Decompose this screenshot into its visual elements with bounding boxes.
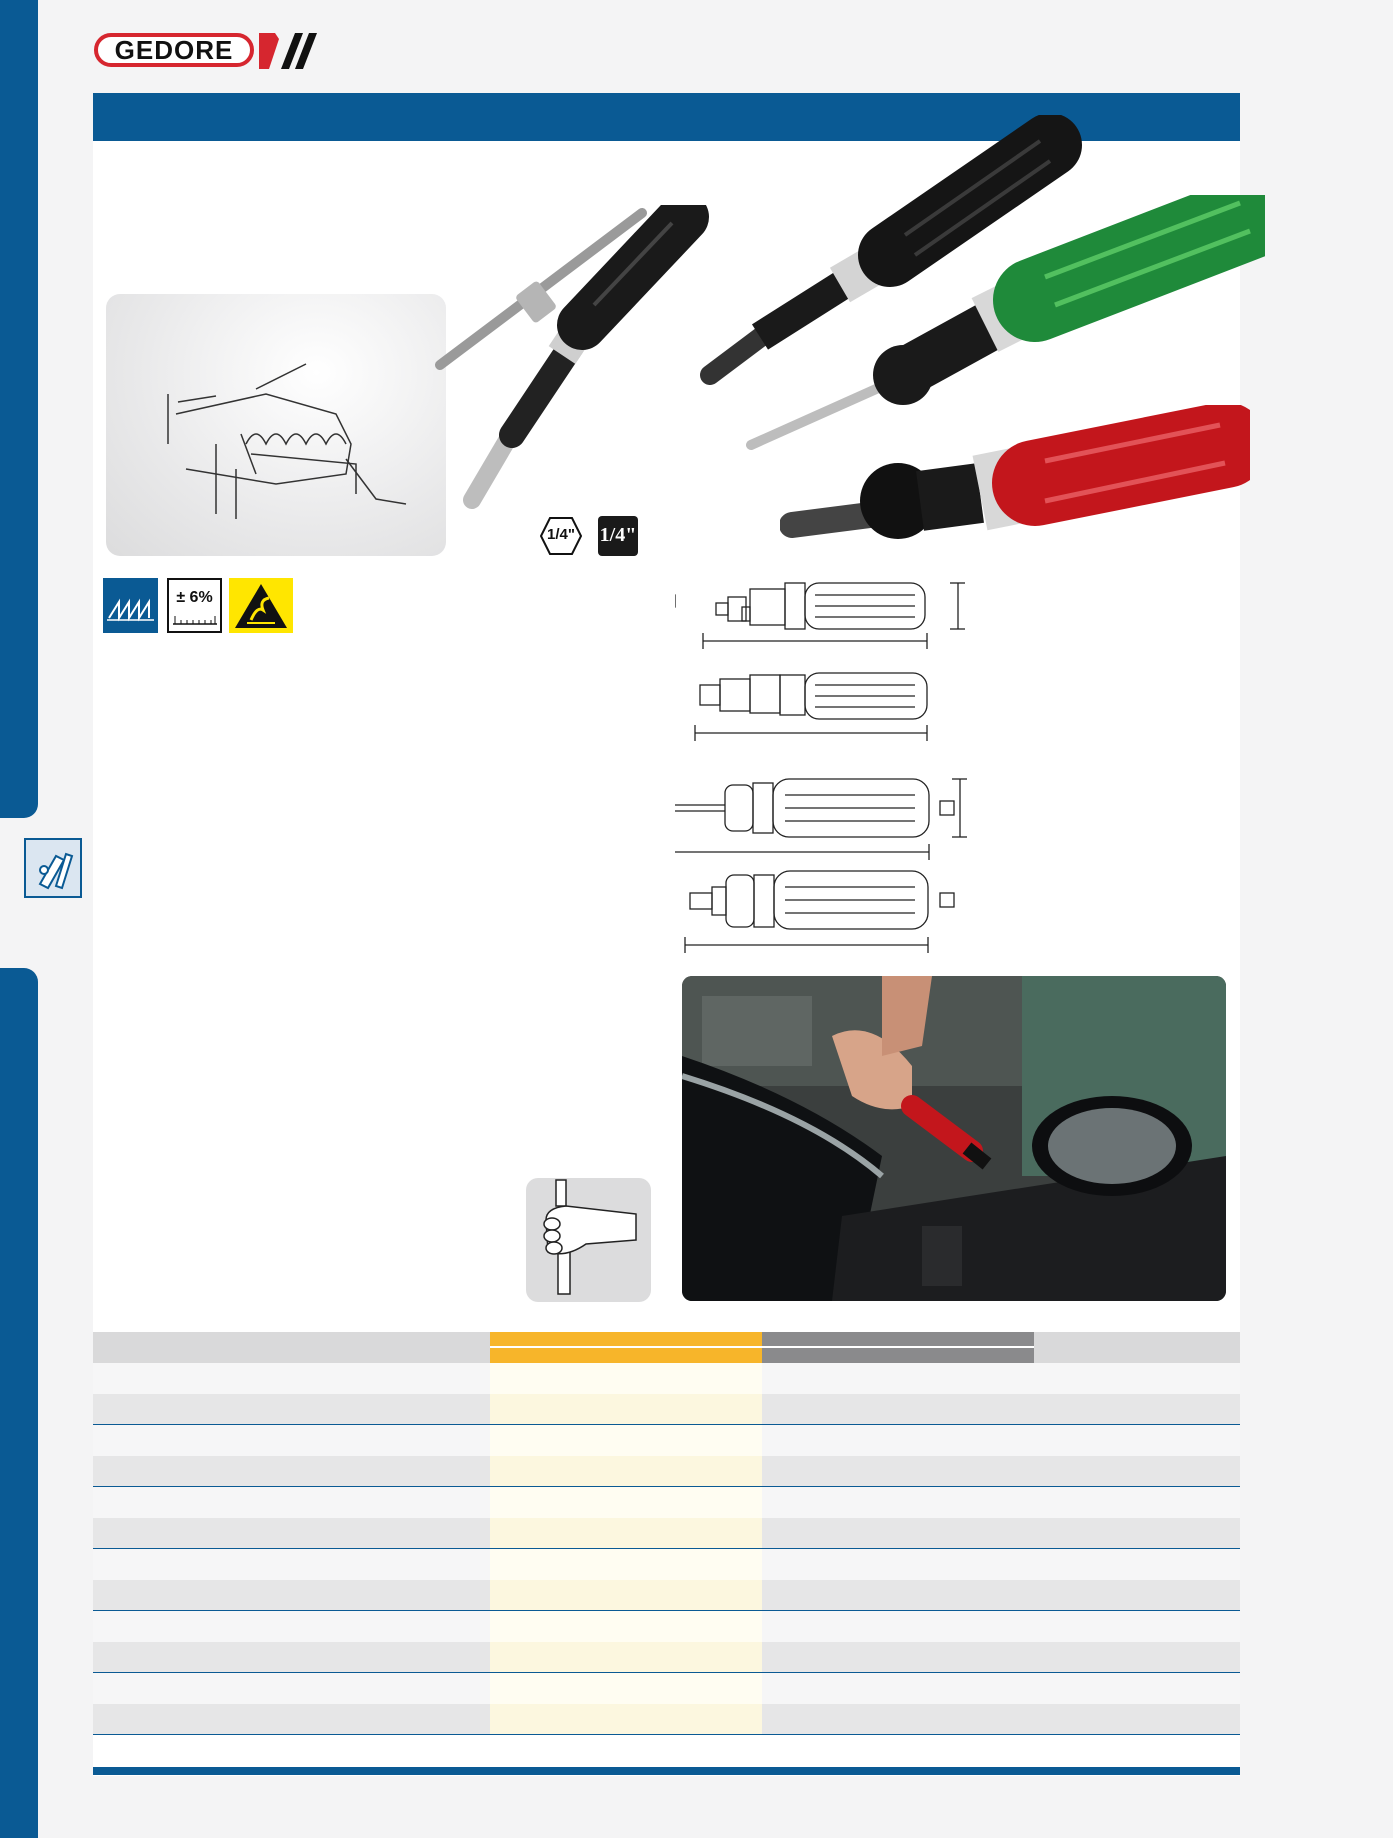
logo-text: GEDORE [114, 35, 234, 65]
hex-drive-label: 1/4" [547, 526, 575, 543]
table-row [93, 1704, 1240, 1735]
logo-pill [94, 33, 254, 67]
square-drive-label: 1/4" [599, 524, 637, 546]
table-row [93, 1642, 1240, 1673]
tolerance-label: ± 6% [176, 589, 213, 606]
usage-photo [682, 976, 1226, 1301]
table-header-cell-orange [490, 1332, 762, 1363]
table-row [93, 1394, 1240, 1425]
red-handle-screwdriver-image [780, 405, 1250, 555]
side-tab-bar-top [0, 0, 38, 818]
table-row [93, 1518, 1240, 1549]
table-row [93, 1456, 1240, 1487]
mechanism-illustration [106, 294, 446, 556]
gedore-logo[interactable] [94, 30, 324, 70]
table-row [93, 1580, 1240, 1611]
tolerance-scale-icon [167, 578, 222, 633]
table-header-cell [93, 1332, 490, 1363]
esd-warning-icon [229, 578, 293, 633]
product-table [93, 1332, 1240, 1735]
sawtooth-release-icon [103, 578, 158, 633]
table-row [93, 1487, 1240, 1518]
hex-drive-symbol [540, 516, 582, 556]
dimension-drawings [675, 575, 1135, 955]
table-header-cell-grey [762, 1332, 1034, 1363]
side-tab-bar-bottom [0, 968, 38, 1838]
table-header-cell [1034, 1332, 1240, 1363]
table-row [93, 1425, 1240, 1456]
table-row [93, 1363, 1240, 1394]
table-header-row [93, 1332, 1240, 1363]
grip-illustration [526, 1178, 651, 1302]
table-row [93, 1673, 1240, 1704]
table-row [93, 1549, 1240, 1580]
square-drive-symbol [598, 516, 638, 556]
torque-tool-icon[interactable] [24, 838, 82, 898]
table-row [93, 1611, 1240, 1642]
footer-band [93, 1767, 1240, 1775]
logo-slash-mark [259, 33, 321, 69]
